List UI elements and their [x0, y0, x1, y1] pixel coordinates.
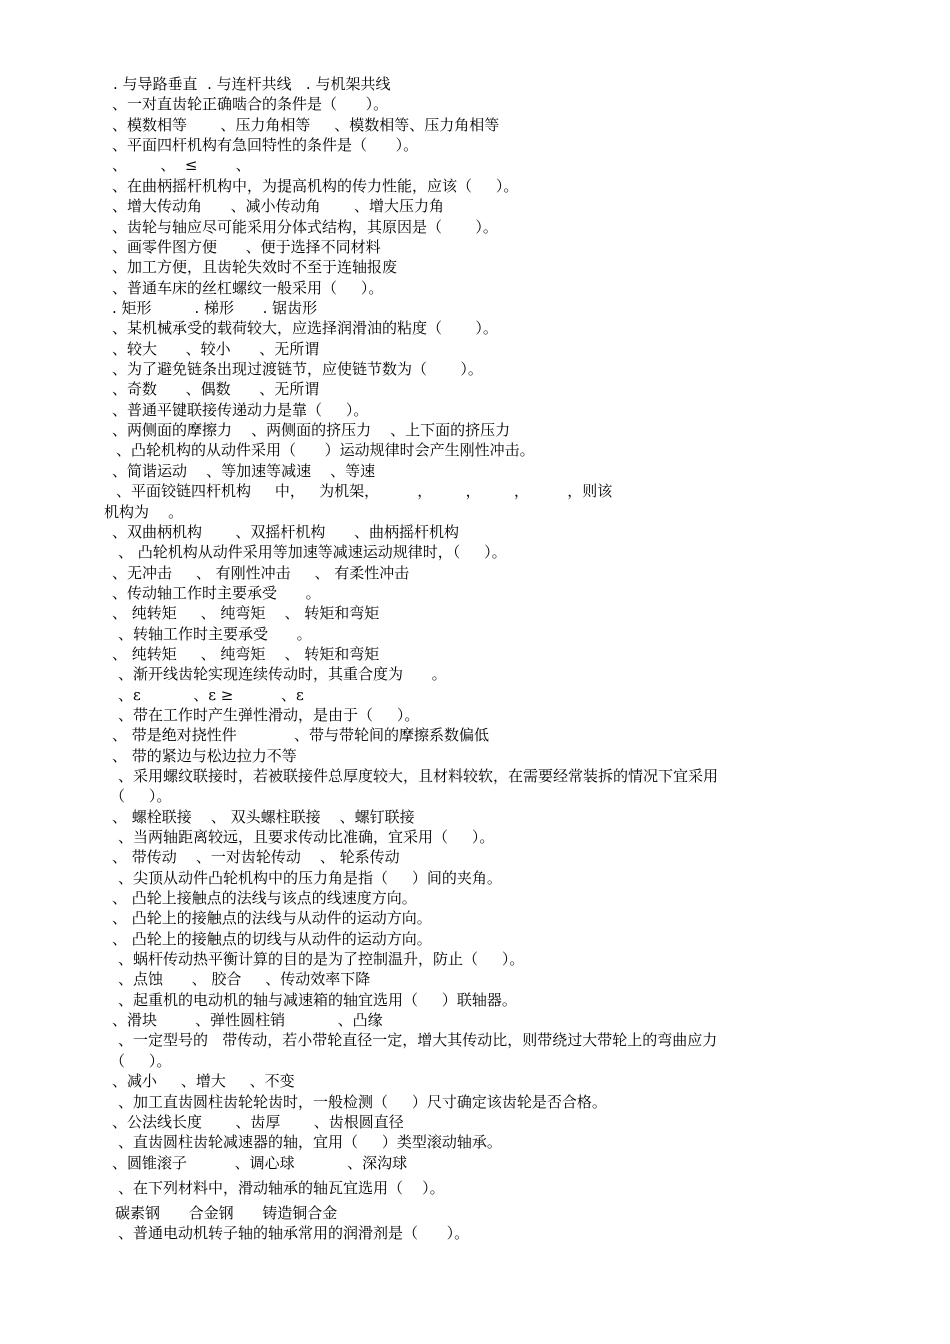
text-line: 、渐开线齿轮实现连续传动时，其重合度为 。 — [118, 665, 447, 683]
text-line: 、 纯转矩 、 纯弯矩 、 转矩和弯矩 — [112, 645, 380, 663]
text-line: 、加工直齿圆柱齿轮轮齿时，一般检测（ ）尺寸确定该齿轮是否合格。 — [118, 1093, 607, 1111]
text-line: 、ε 、ε ≥ 、ε — [118, 686, 304, 704]
text-line: 、普通电动机转子轴的轴承常用的润滑剂是（ ）。 — [118, 1224, 470, 1242]
text-line: 、采用螺纹联接时，若被联接件总厚度较大，且材料较软，在需要经常装拆的情况下宜采用 — [118, 767, 719, 785]
text-line: 、在下列材料中，滑动轴承的轴瓦宜选用（ ）。 — [118, 1179, 445, 1197]
text-line: 、直齿圆柱齿轮减速器的轴，宜用（ ）类型滚动轴承。 — [118, 1133, 502, 1151]
text-line: . 与导路垂直 . 与连杆共线 . 与机架共线 — [113, 75, 391, 93]
text-line: 、较大 、较小 、无所谓 — [112, 340, 320, 358]
text-line: 、简谐运动 、等加速等减速 、等速 — [112, 462, 376, 480]
text-line: 、模数相等 、压力角相等 、模数相等、压力角相等 — [112, 116, 500, 134]
text-line: 、为了避免链条出现过渡链节，应使链节数为（ ）。 — [112, 360, 483, 378]
text-line: 、平面铰链四杆机构 中， 为机架， ， ， ， ，则该 — [116, 482, 613, 500]
text-line: 碳素钢 合金钢 铸造铜合金 — [115, 1204, 338, 1222]
text-line: 、 纯转矩 、 纯弯矩 、 转矩和弯矩 — [112, 604, 380, 622]
text-line: 、 带的紧边与松边拉力不等 — [112, 747, 297, 765]
text-line: 、 带是绝对挠性件 、带与带轮间的摩擦系数偏低 — [112, 726, 489, 744]
text-line: 、奇数 、偶数 、无所谓 — [112, 380, 320, 398]
text-line: 机构为 。 — [104, 503, 184, 521]
text-line: 、凸轮机构的从动件采用（ ）运动规律时会产生刚性冲击。 — [116, 441, 535, 459]
text-line: （ ）。 — [110, 1052, 172, 1070]
text-line: 、一对直齿轮正确啮合的条件是（ ）。 — [112, 95, 389, 113]
text-line: 、 、 ≤ 、 — [112, 156, 251, 174]
text-line: （ ）。 — [110, 787, 172, 805]
text-line: 、两侧面的摩擦力 、两侧面的挤压力 、上下面的挤压力 — [112, 421, 511, 439]
text-line: 、公法线长度 、齿厚 、齿根圆直径 — [112, 1113, 404, 1131]
text-line: 、 凸轮上的接触点的法线与从动件的运动方向。 — [112, 909, 432, 927]
text-line: 、 凸轮机构从动件采用等加速等减速运动规律时，（ ）。 — [118, 543, 507, 561]
text-line: 、双曲柄机构 、双摇杆机构 、曲柄摇杆机构 — [112, 523, 459, 541]
text-line: 、 带传动 、一对齿轮传动 、 轮系传动 — [112, 848, 400, 866]
text-line: 、减小 、增大 、不变 — [112, 1072, 295, 1090]
text-line: . 矩形 . 梯形 . 锯齿形 — [112, 299, 318, 317]
text-line: 、普通车床的丝杠螺纹一般采用（ ）。 — [112, 279, 384, 297]
text-line: 、当两轴距离较远，且要求传动比准确，宜采用（ ）。 — [118, 828, 495, 846]
text-line: 、加工方便，且齿轮失效时不至于连轴报废 — [112, 258, 398, 276]
text-line: 、普通平键联接传递动力是靠（ ）。 — [112, 401, 369, 419]
text-line: 、圆锥滚子 、调心球 、深沟球 — [112, 1154, 408, 1172]
text-line: 、起重机的电动机的轴与减速箱的轴宜选用（ ）联轴器。 — [118, 991, 517, 1009]
text-line: 、 凸轮上接触点的法线与该点的线速度方向。 — [112, 889, 417, 907]
text-line: 、平面四杆机构有急回特性的条件是（ ）。 — [112, 136, 419, 154]
text-line: 、一定型号的 带传动，若小带轮直径一定，增大其传动比，则带绕过大带轮上的弯曲应力 — [118, 1031, 718, 1049]
text-line: 、传动轴工作时主要承受 。 — [112, 584, 321, 602]
text-line: 、滑块 、弹性圆柱销 、凸缘 — [112, 1011, 383, 1029]
text-line: 、无冲击 、 有刚性冲击 、 有柔性冲击 — [112, 564, 410, 582]
text-line: 、 凸轮上的接触点的切线与从动件的运动方向。 — [112, 930, 432, 948]
text-line: 、在曲柄摇杆机构中，为提高机构的传力性能，应该（ ）。 — [112, 177, 519, 195]
text-line: 、画零件图方便 、便于选择不同材料 — [112, 238, 381, 256]
text-line: 、带在工作时产生弹性滑动，是由于（ ）。 — [118, 706, 420, 724]
text-line: 、点蚀 、 胶合 、传动效率下降 — [118, 970, 371, 988]
text-line: 、蜗杆传动热平衡计算的目的是为了控制温升，防止（ ）。 — [118, 950, 525, 968]
text-line: 、某机械承受的载荷较大，应选择润滑油的粘度（ ）。 — [112, 319, 498, 337]
text-line: 、齿轮与轴应尽可能采用分体式结构，其原因是（ ）。 — [112, 218, 498, 236]
text-line: 、转轴工作时主要承受 。 — [118, 625, 312, 643]
text-line: 、增大传动角 、减小传动角 、增大压力角 — [112, 197, 444, 215]
text-line: 、尖顶从动件凸轮机构中的压力角是指（ ）间的夹角。 — [118, 869, 502, 887]
text-line: 、 螺栓联接 、 双头螺柱联接 、螺钉联接 — [112, 808, 415, 826]
